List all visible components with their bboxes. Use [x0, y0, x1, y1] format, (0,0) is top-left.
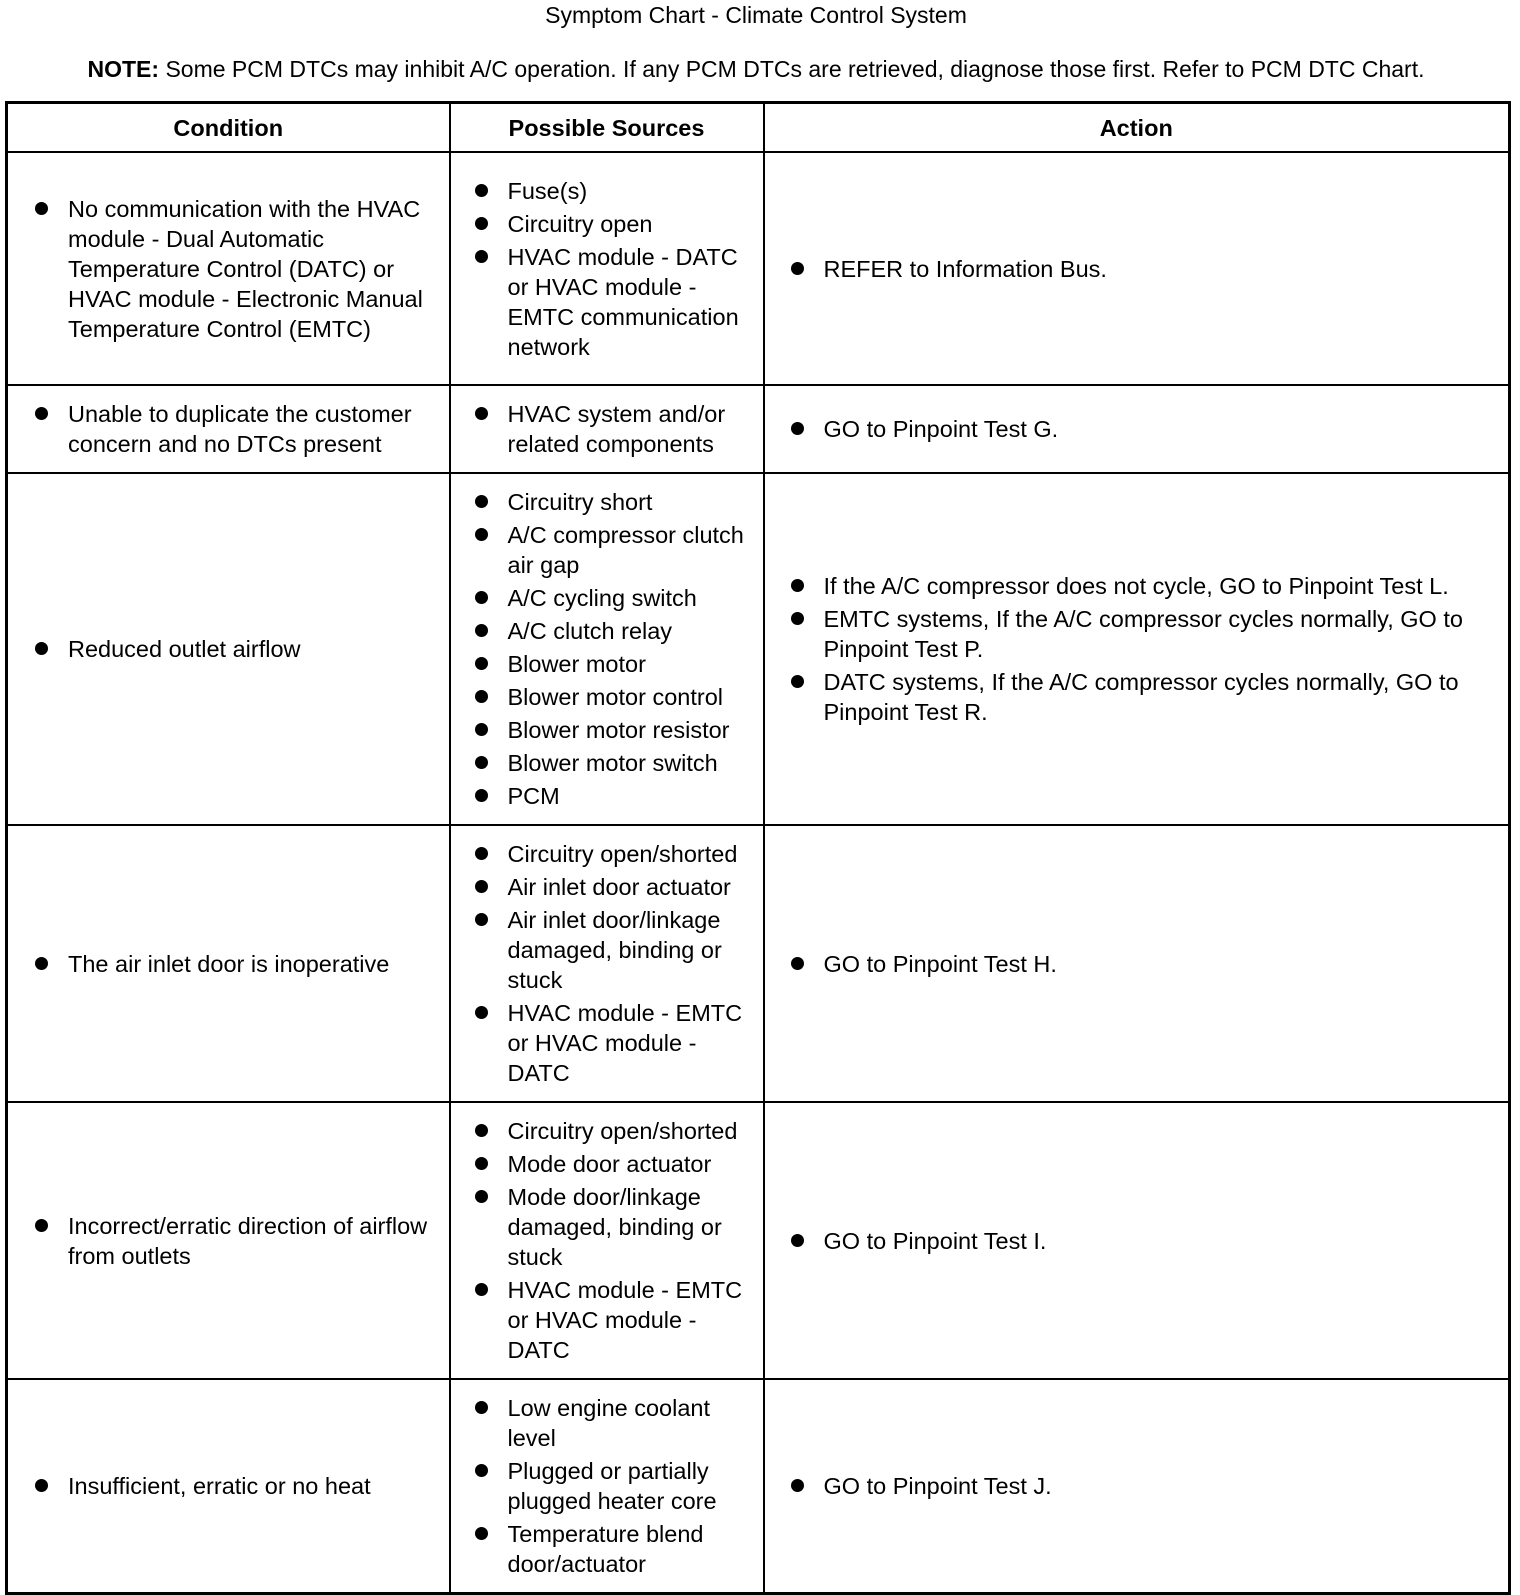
source-item: Plugged or partially plugged heater core: [473, 1456, 757, 1516]
header-action: Action: [764, 103, 1510, 153]
source-item: Low engine coolant level: [473, 1393, 757, 1453]
action-cell: [764, 825, 1510, 1102]
action-item: GO to Pinpoint Test H.: [789, 949, 1499, 979]
source-item: Circuitry open/shorted: [473, 1116, 757, 1146]
action-item: GO to Pinpoint Test G.: [789, 414, 1499, 444]
source-item: Temperature blend door/actuator: [473, 1519, 757, 1579]
source-item: Blower motor: [473, 649, 757, 679]
action-cell: [764, 1379, 1510, 1594]
source-item: Circuitry short: [473, 487, 757, 517]
source-item: A/C cycling switch: [473, 583, 757, 613]
sources-cell: [450, 1379, 764, 1594]
source-item: Blower motor resistor: [473, 715, 757, 745]
note: [0, 55, 1512, 83]
condition-text: Incorrect/erratic direction of airflow from outlets: [33, 1211, 445, 1271]
table-row: [7, 1379, 1510, 1594]
condition-text: Unable to duplicate the customer concern and no DTCs present: [33, 399, 445, 459]
source-item: PCM: [473, 781, 757, 811]
action-item: If the A/C compressor does not cycle, GO to Pinpoint Test L.: [789, 571, 1499, 601]
source-item: HVAC system and/or related components: [473, 399, 757, 459]
action-item: GO to Pinpoint Test J.: [789, 1471, 1499, 1501]
action-item: REFER to Information Bus.: [789, 254, 1499, 284]
action-cell: [764, 385, 1510, 473]
source-item: A/C clutch relay: [473, 616, 757, 646]
header-possible-sources: Possible Sources: [450, 103, 764, 153]
condition-cell: [7, 1379, 450, 1594]
condition-cell: [7, 385, 450, 473]
table-row: [7, 825, 1510, 1102]
condition-text: Insufficient, erratic or no heat: [33, 1471, 445, 1501]
header-condition: Condition: [7, 103, 450, 153]
source-item: Circuitry open/shorted: [473, 839, 757, 869]
page-title: Symptom Chart - Climate Control System: [545, 2, 967, 28]
action-cell: [764, 1102, 1510, 1379]
source-item: A/C compressor clutch air gap: [473, 520, 757, 580]
sources-cell: [450, 1102, 764, 1379]
condition-cell: [7, 825, 450, 1102]
source-item: Mode door actuator: [473, 1149, 757, 1179]
note-label: NOTE:: [87, 56, 160, 82]
condition-text: The air inlet door is inoperative: [33, 949, 445, 979]
symptom-chart-table: [5, 101, 1511, 1595]
note-text: Some PCM DTCs may inhibit A/C operation. If any PCM DTCs are retrieved, diagnose those first. Refer to PCM DTC Chart.: [159, 56, 1425, 82]
condition-text: No communication with the HVAC module - Dual Automatic Temperature Control (DATC) or HVAC module - Electronic Manual Temperature Control (EMTC): [33, 194, 445, 344]
sources-cell: [450, 473, 764, 825]
source-item: Mode door/linkage damaged, binding or stuck: [473, 1182, 757, 1272]
source-item: Circuitry open: [473, 209, 757, 239]
source-item: HVAC module - EMTC or HVAC module - DATC: [473, 1275, 757, 1365]
header-row: [7, 103, 1510, 153]
action-item: EMTC systems, If the A/C compressor cycles normally, GO to Pinpoint Test P.: [789, 604, 1499, 664]
source-item: Air inlet door actuator: [473, 872, 757, 902]
table-row: [7, 152, 1510, 385]
action-cell: [764, 473, 1510, 825]
condition-cell: [7, 152, 450, 385]
source-item: HVAC module - DATC or HVAC module - EMTC communication network: [473, 242, 757, 362]
action-item: DATC systems, If the A/C compressor cycles normally, GO to Pinpoint Test R.: [789, 667, 1499, 727]
action-cell: [764, 152, 1510, 385]
source-item: Air inlet door/linkage damaged, binding or stuck: [473, 905, 757, 995]
source-item: Blower motor switch: [473, 748, 757, 778]
table-row: [7, 473, 1510, 825]
sources-cell: [450, 385, 764, 473]
condition-text: Reduced outlet airflow: [33, 634, 445, 664]
table-row: [7, 1102, 1510, 1379]
source-item: HVAC module - EMTC or HVAC module - DATC: [473, 998, 757, 1088]
action-item: GO to Pinpoint Test I.: [789, 1226, 1499, 1256]
source-item: Blower motor control: [473, 682, 757, 712]
sources-cell: [450, 152, 764, 385]
sources-cell: [450, 825, 764, 1102]
table-row: [7, 385, 1510, 473]
condition-cell: [7, 1102, 450, 1379]
condition-cell: [7, 473, 450, 825]
source-item: Fuse(s): [473, 176, 757, 206]
